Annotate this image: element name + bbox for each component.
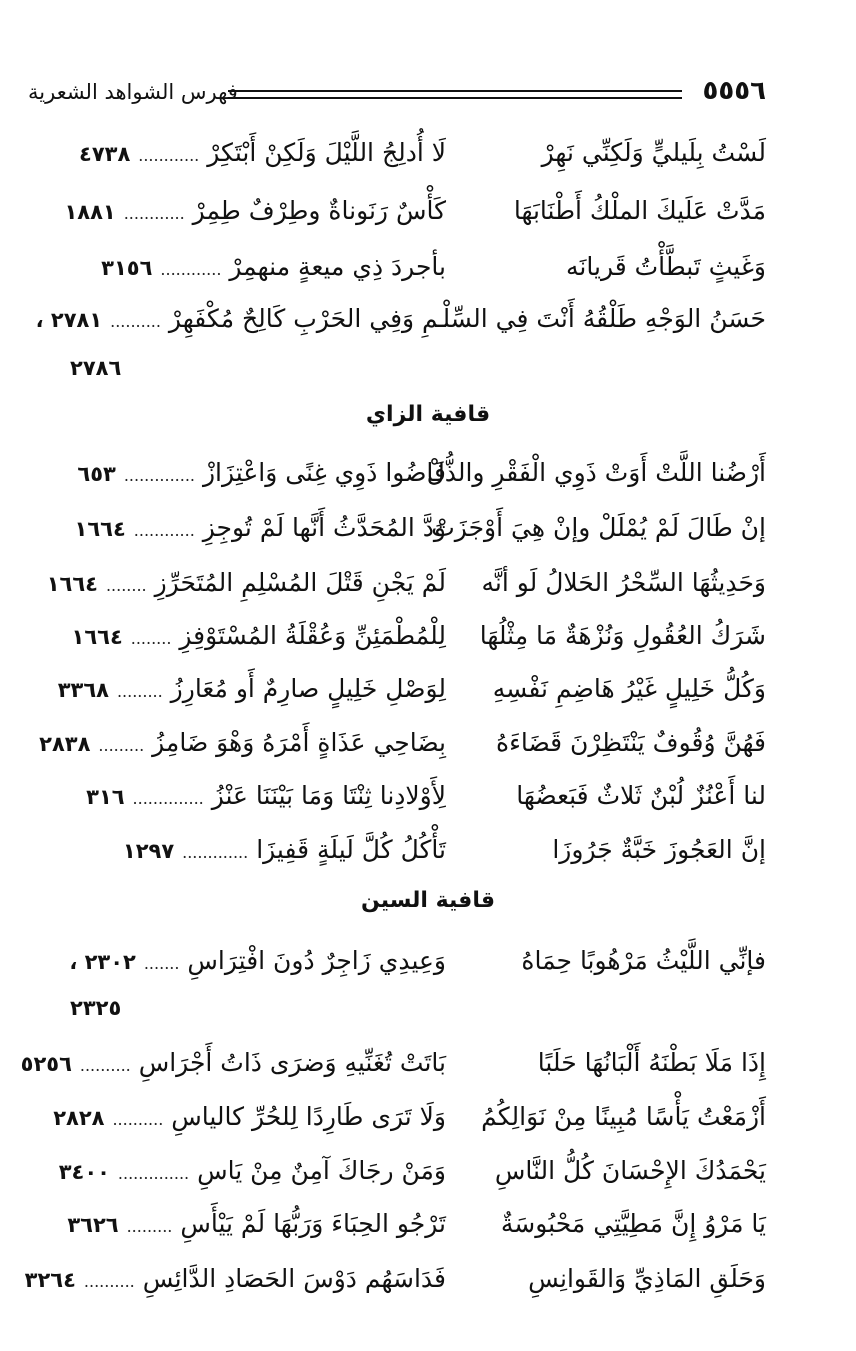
reference-number: ٢٨٣٨: [39, 732, 91, 756]
header-rule: [228, 90, 682, 99]
verse-row: [20, 938, 766, 996]
reference-number: ٣٣٦٨: [57, 678, 109, 702]
first-hemistich: فإنِّي اللَّيْثُ مَرْهُوبًا حِمَاهُ: [521, 946, 766, 975]
verse-text: وَعِيدِي زَاجِرٌ دُونَ افْتِرَاسِ: [187, 946, 446, 975]
section-heading: قافية الزاي: [365, 402, 491, 427]
verse-row: [20, 505, 766, 563]
section-heading: قافية السين: [360, 888, 496, 913]
verse-row: [20, 613, 766, 671]
leader-dots: ..........: [112, 1110, 164, 1129]
verse-text: لِلْمُطْمَئِنِّ وَعُقْلَةُ المُسْتَوْفِزِ: [179, 621, 446, 650]
verse-row: [20, 244, 766, 302]
second-hemistich: [53, 1094, 446, 1143]
second-hemistich: [24, 1256, 446, 1305]
reference-number: ٤٧٣٨: [79, 142, 131, 166]
second-hemistich: [79, 130, 446, 179]
second-hemistich: [35, 296, 446, 345]
verse-row: [20, 720, 766, 778]
verse-text: لِأَوْلادِنا ثِنْتَا وَمَا بَيْنَنَا عَنْزُ: [211, 781, 446, 810]
leader-dots: ..........: [83, 1272, 135, 1291]
reference-number: ٢٨٢٨: [53, 1106, 105, 1130]
verse-text: كَأْسٌ رَنَوناةٌ وطِرْفٌ طِمِرْ: [192, 196, 446, 225]
second-hemistich: [64, 188, 446, 237]
second-hemistich: [86, 773, 446, 822]
first-hemistich: وَكُلُّ خَلِيلٍ غَيْرُ هَاضِمِ نَفْسِهِ: [492, 674, 766, 703]
leader-dots: ............: [138, 146, 200, 165]
reference-number: ١٦٦٤: [46, 572, 98, 596]
first-hemistich: وَحَلَقِ المَاذِيِّ وَالقَوانِسِ: [528, 1264, 766, 1293]
reference-number: ٣١٥٦: [101, 256, 153, 280]
leader-dots: ..............: [123, 466, 196, 485]
second-hemistich: [20, 1040, 446, 1089]
verse-text: لَمْ يَجْنِ قَتْلَ المُسْلِمِ المُتَحَرِّزِ: [154, 568, 446, 597]
verse-row: [20, 1256, 766, 1314]
page-number: ٥٥٥٦: [702, 76, 766, 106]
leader-dots: .............: [182, 843, 249, 862]
verse-row: [20, 296, 766, 354]
verse-row: [20, 1201, 766, 1259]
second-hemistich: [67, 1201, 446, 1250]
reference-number: ٣١٦: [86, 785, 125, 809]
second-hemistich: [58, 1148, 446, 1197]
first-hemistich: شَرَكُ العُقُولِ وَنُزْهَةٌ مَا مِثْلُهَا: [479, 621, 766, 650]
running-title: فهرس الشواهد الشعرية: [28, 80, 238, 104]
leader-dots: .......: [143, 954, 180, 973]
leader-dots: ..........: [110, 312, 161, 331]
leader-dots: ............: [123, 204, 185, 223]
verse-text: تَرْجُو الحِبَاءَ وَرَبُّهَا لَمْ يَيْأَسِ: [180, 1209, 446, 1238]
reference-number: ٣٢٦٤: [24, 1268, 76, 1292]
first-hemistich: فَهُنَّ وُقُوفٌ يَنْتَظِرْنَ قَضَاءَهُ: [495, 728, 766, 757]
reference-number: ٢٧٨١ ،: [35, 308, 103, 332]
first-hemistich: وَغَيثٍ تَبطَّأْتُ قَريانَه: [566, 252, 766, 281]
second-hemistich: [77, 450, 446, 499]
first-hemistich: أَزْمَعْتُ يَأْسًا مُبِينًا مِنْ نَوَالِكُمُ: [481, 1102, 766, 1131]
second-hemistich: [39, 720, 446, 769]
leader-dots: ........: [105, 576, 147, 595]
second-hemistich: [69, 938, 446, 987]
verse-text: فَدَاسَهُم دَوْسَ الحَصَادِ الدَّائِسِ: [142, 1264, 446, 1293]
reference-number: ١٦٦٤: [74, 517, 126, 541]
second-hemistich: [86, 244, 446, 293]
first-hemistich: مَدَّتْ عَلَيكَ الملْكُ أَطْنَابَهَا: [513, 196, 766, 225]
reference-number: ٥٢٥٦: [20, 1052, 72, 1076]
reference-number: ٣٦٢٦: [67, 1213, 119, 1237]
second-hemistich: [86, 827, 446, 876]
second-hemistich: [46, 560, 446, 609]
reference-number: ١٦٦٤: [71, 625, 123, 649]
verse-row: [20, 773, 766, 831]
verse-text: لَا أُدلِجُ اللَّيْلَ وَلَكِنْ أَبْتَكِرْ: [207, 138, 446, 167]
second-hemistich: [74, 505, 446, 554]
verse-text: فَاضُوا ذَوِي غِنًى وَاعْتِزَازْ: [202, 458, 446, 487]
verse-row: [20, 666, 766, 724]
first-hemistich: إِذَا مَلَا بَطْنَهُ أَلْبَانُهَا حَلَبًا: [537, 1048, 766, 1077]
first-hemistich: وَحَدِيثُهَا السِّحْرُ الحَلالُ لَو أنَّه: [481, 568, 766, 597]
leader-dots: ........: [130, 629, 172, 648]
page-header: [28, 76, 766, 110]
verse-text: وَلَا تَرَى طَارِدًا لِلحُرِّ كالياسِ: [171, 1102, 446, 1131]
reference-number: ١٢٩٧: [122, 839, 175, 863]
verse-row: [20, 450, 766, 508]
leader-dots: .........: [126, 1217, 173, 1236]
first-hemistich: لَسْتُ بِلَيليٍّ وَلَكِنِّي نَهِرْ: [541, 138, 766, 167]
verse-text: وَدَّ المُحَدَّثُ أَنَّها لَمْ تُوجِزِ: [202, 513, 446, 542]
leader-dots: ............: [133, 521, 195, 540]
first-hemistich: يَا مَرْوُ إِنَّ مَطِيَّتِي مَحْبُوسَةٌ: [500, 1209, 766, 1238]
verse-row: [20, 1094, 766, 1152]
leader-dots: ..........: [79, 1056, 131, 1075]
leader-dots: ..............: [117, 1164, 190, 1183]
reference-number: ٦٥٣: [77, 462, 116, 486]
verse-text: بِضَاحِي عَذَاةٍ أَمْرَهُ وَهْوَ ضَامِزُ: [152, 728, 446, 757]
verse-row: [20, 1148, 766, 1206]
leader-dots: .........: [116, 682, 163, 701]
leader-dots: ............: [160, 260, 222, 279]
verse-text: ـمِ وَفِي الحَرْبِ كَالِحٌ مُكْفَهِرْ: [168, 304, 446, 333]
reference-continuation: ٢٧٨٦: [70, 356, 122, 380]
first-hemistich: إنَّ العَجُوزَ خَبَّةٌ جَرُوزَا: [552, 835, 766, 864]
verse-text: لِوَصْلِ خَلِيلٍ صارِمٌ أَو مُعَارِزُ: [170, 674, 446, 703]
first-hemistich: إنْ طَالَ لَمْ يُمْلَلْ وإنْ هِيَ أَوْجَزَتْ: [431, 513, 766, 542]
first-hemistich: يَحْمَدُكَ الإِحْسَانَ كُلُّ النَّاسِ: [494, 1156, 766, 1185]
verse-text: تَأْكُلُ كُلَّ لَيلَةٍ قَفِيزَا: [256, 835, 446, 864]
first-hemistich: لنا أَعْنُزٌ لُبْنٌ ثَلاثٌ فَبَعضُهَا: [516, 781, 766, 810]
verse-text: بَاتَتْ تُغَنِّيهِ وَضرَى ذَاتُ أَجْرَاسِ: [138, 1048, 446, 1077]
verse-text: وَمَنْ رجَاكَ آمِنٌ مِنْ يَاسِ: [197, 1156, 446, 1185]
second-hemistich: [57, 666, 446, 715]
reference-continuation: ٢٣٢٥: [70, 996, 122, 1020]
verse-row: [20, 188, 766, 246]
leader-dots: ..............: [132, 789, 204, 808]
leader-dots: .........: [98, 736, 145, 755]
verse-row: [20, 827, 766, 885]
reference-number: ٣٤٠٠: [58, 1160, 110, 1184]
verse-text: بأجردَ ذِي ميعةٍ منهمِرْ: [229, 252, 446, 281]
second-hemistich: [71, 613, 446, 662]
verse-row: [20, 1040, 766, 1098]
verse-row: [20, 130, 766, 188]
first-hemistich: حَسَنُ الوَجْهِ طَلْقُهُ أَنْتَ فِي السِّلْـ: [435, 304, 766, 333]
reference-number: ٢٣٠٢ ،: [69, 950, 136, 974]
first-hemistich: أَرْضُنا اللَّتْ أَوَتْ ذَوِي الْفَقْرِ والذُّلْ: [426, 458, 766, 487]
reference-number: ١٨٨١: [64, 200, 116, 224]
verse-row: [20, 560, 766, 618]
